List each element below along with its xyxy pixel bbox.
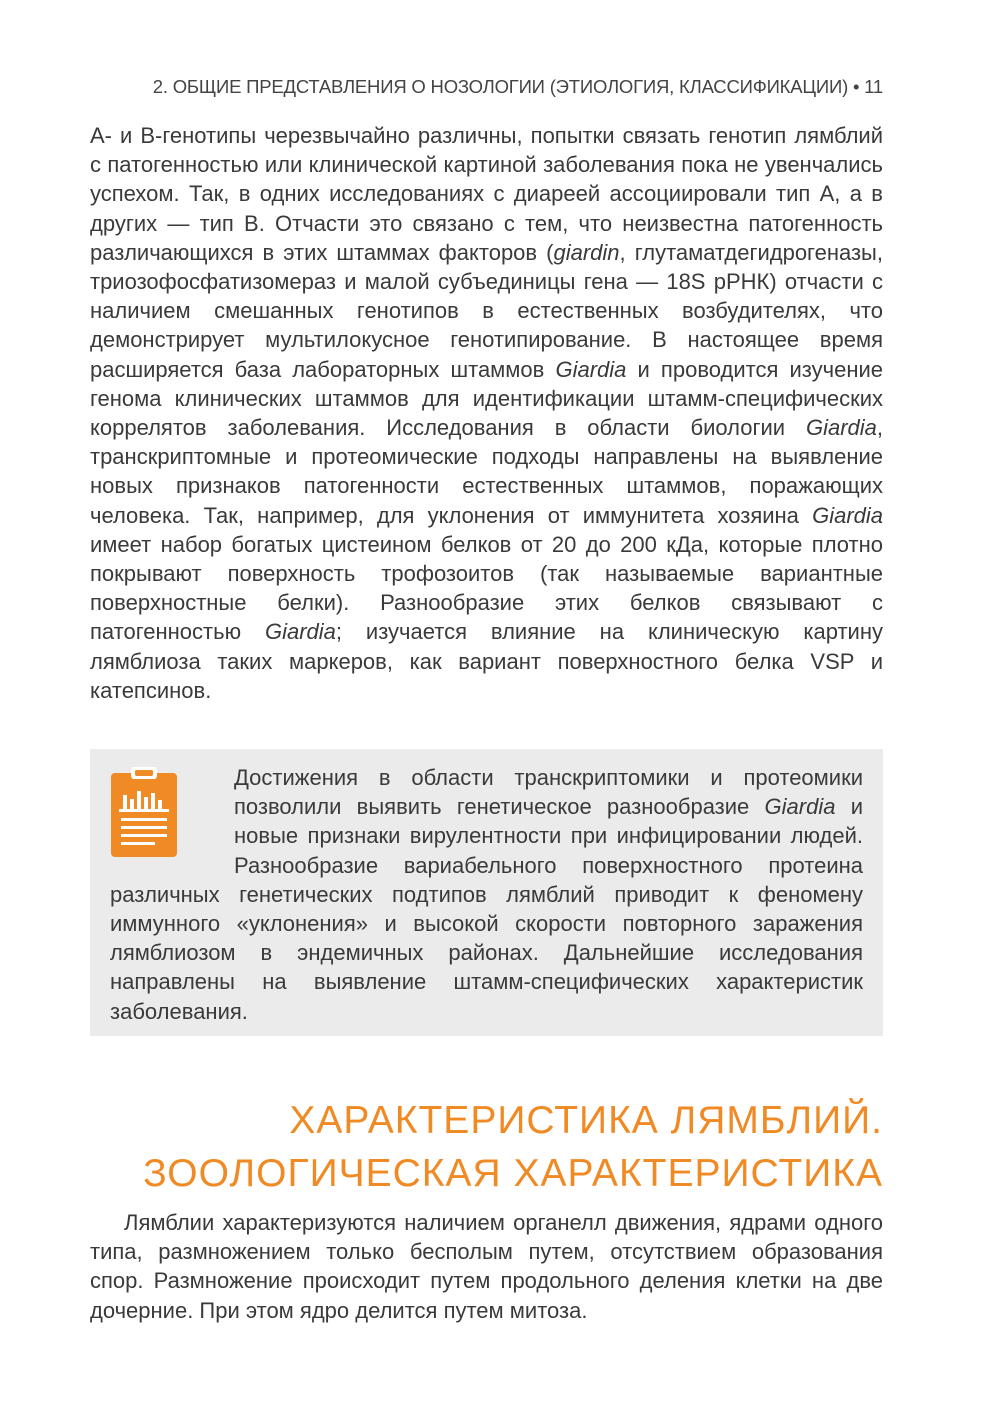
p1-italic-4: Giardia xyxy=(812,502,883,528)
p1-text-5: имеет набор богатых цистеином белков от 20 до 200 кДа, которые плотно покрывают поверхность трофозоитов (так называемые вариантные поверхностные белки). Разнообразие этих белков связывают с патогенностью xyxy=(90,531,883,645)
p1-italic-5: Giardia xyxy=(264,619,336,645)
callout-box xyxy=(90,749,883,1036)
p1-text-4: , транскриптомные и протеомические подходы направлены на выявление новых признаков патогенности естественных штаммов, поражающих человека. Так, например, для уклонения от иммунитета хозяина xyxy=(90,415,883,528)
p1-italic-1: giardin xyxy=(553,239,620,265)
section-title-line-2: ЗООЛОГИЧЕСКАЯ ХАРАКТЕРИСТИКА xyxy=(143,1152,883,1195)
callout-text xyxy=(110,763,863,1026)
section-title xyxy=(90,1094,883,1200)
p1-italic-2: Giardia xyxy=(555,356,627,382)
callout-text-1: Достижения в области транскриптомики и протеомики позволили выявить генетическое разнообразие xyxy=(234,765,863,820)
p1-text-1: А- и В-генотипы черезвычайно различны, попытки связать генотип лямблий с патогенностью или клинической картиной заболевания пока не увенчались успехом. Так, в одних исследованиях с диареей ассоциировали тип А, а в других — тип В. Отчасти это связано с тем, что неизвестна патогенность различающихся в этих штаммах факторов ( xyxy=(90,123,883,265)
p1-italic-3: Giardia xyxy=(805,415,877,441)
p1-text-3: и проводится изучение генома клинических штаммов для идентификации штамм-специфических коррелятов заболевания. Исследования в области биологии xyxy=(90,356,883,441)
running-header: 2. ОБЩИЕ ПРЕДСТАВЛЕНИЯ О НОЗОЛОГИИ (ЭТИОЛОГИЯ, КЛАССИФИКАЦИИ) • 11 xyxy=(152,76,883,97)
body-paragraph-1 xyxy=(90,121,883,705)
callout-text-2: и новые признаки вирулентности при инфицировании людей. Разнообразие вариабельного поверхностного протеина различных генетических подтипов лямблий приводит к феномену иммунного «уклонения» и высокой скорости повторного заражения лямблиозом в эндемичных районах. Дальнейшие исследования направлены на выявление штамм-специфических характеристик заболевания. xyxy=(110,794,864,1024)
p1-text-2: , глутаматдегидрогеназы, триозофосфатизомераз и малой субъединицы гена — 18S рРНК) отчасти с наличием смешанных генотипов в естественных возбудителях, что демонстрирует мультилокусное генотипирование. В настоящее время расширяется база лабораторных штаммов xyxy=(90,239,883,382)
callout-italic-1: Giardia xyxy=(764,794,836,820)
body-paragraph-2: Лямблии характеризуются наличием органелл движения, ядрами одного типа, размножением только бесполым путем, отсутствием образования спор. Размножение происходит путем продольного деления клетки на две дочерние. При этом ядро делится путем митоза. xyxy=(90,1210,883,1323)
p1-text-6: ; изучается влияние на клиническую картину лямблиоза таких маркеров, как вариант поверхностного белка VSP и катепсинов. xyxy=(90,619,883,703)
section-title-line-1: ХАРАКТЕРИСТИКА ЛЯМБЛИЙ. xyxy=(289,1099,883,1142)
